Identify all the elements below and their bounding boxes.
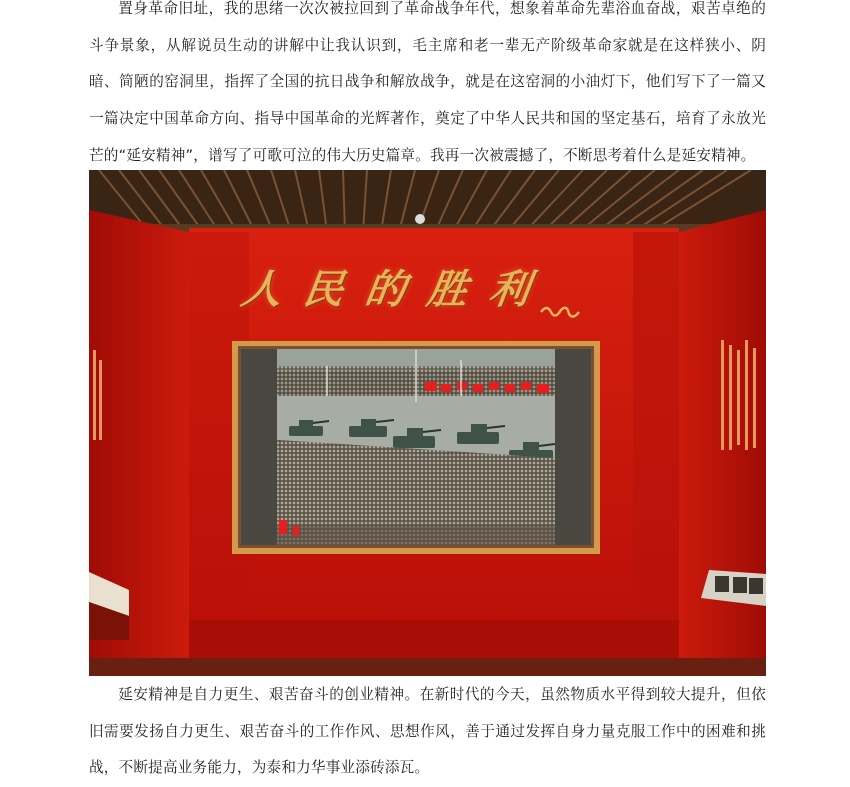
exhibition-photo <box>89 170 766 676</box>
exhibition-hall-illustration <box>89 170 766 676</box>
article-paragraph-2: 延安精神是自力更生、艰苦奋斗的创业精神。在新时代的今天，虽然物质水平得到较大提升，但依旧需要发扬自力更生、艰苦奋斗的工作作风、思想作风，善于通过发挥自身力量克服工作中的困难和挑战，不断提高业务能力，为泰和力华事业添砖添瓦。 <box>89 686 766 777</box>
parade-video-frame <box>277 349 555 545</box>
article-paragraph-1: 置身革命旧址，我的思绪一次次被拉回到了革命战争年代，想象着革命先辈浴血奋战，艰苦卓绝的斗争景象，从解说员生动的讲解中让我认识到，毛主席和老一辈无产阶级革命家就是在这样狭小、阴暗、简陋的窑洞里，指挥了全国的抗日战争和解放战争，就是在这窑洞的小油灯下，他们写下了一篇又一篇决定中国革命方向、指导中国革命的光辉著作，奠定了中华人民共和国的坚定基石，培育了永放光芒的“延安精神”，谱写了可歌可泣的伟大历史篇章。我再一次被震撼了，不断思考着什么是延安精神。 <box>89 0 766 164</box>
wall-calligraphy-title: 人民的胜利 <box>238 266 555 313</box>
camera-icon <box>415 214 425 224</box>
